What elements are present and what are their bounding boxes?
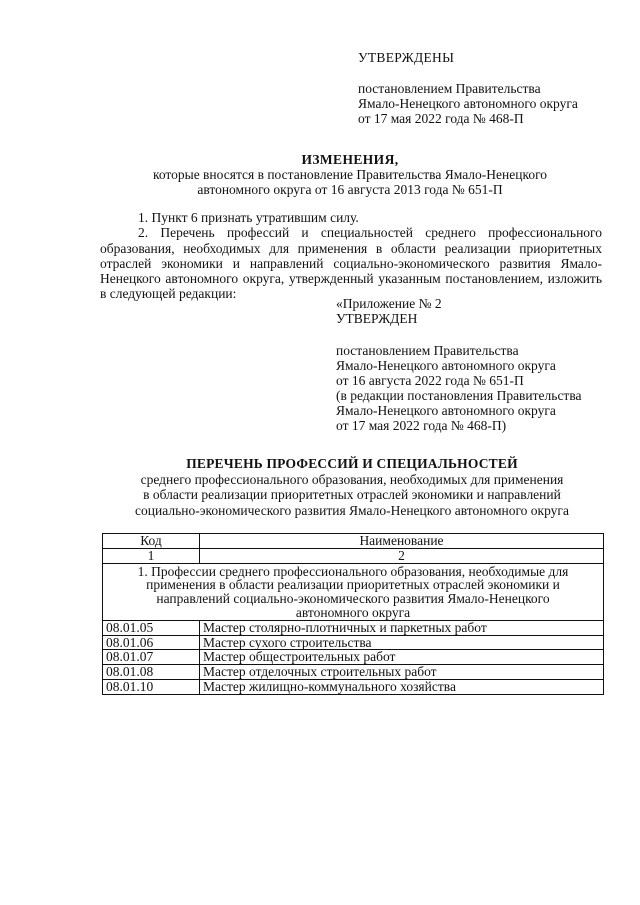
changes-subtitle-line: автономного округа от 16 августа 2013 года № 651-П: [197, 182, 503, 197]
row-code: 08.01.06: [103, 635, 200, 650]
list-subtitle-line: социально-экономического развития Ямало-Ненецкого автономного округа: [135, 502, 569, 518]
table-row: [103, 665, 604, 680]
list-title: ПЕРЕЧЕНЬ ПРОФЕССИЙ И СПЕЦИАЛЬНОСТЕЙ: [186, 456, 518, 471]
approval-block: [358, 50, 578, 126]
list-subtitle-line: среднего профессионального образования, необходимых для применения: [140, 471, 564, 487]
section-line: 1. Профессии среднего профессионального образования, необходимые для: [137, 563, 569, 579]
row-code: 08.01.07: [103, 650, 200, 665]
row-code: 08.01.08: [103, 665, 200, 680]
appendix-line: от 16 августа 2022 года № 651-П: [336, 373, 524, 388]
professions-table: [102, 533, 604, 695]
section-line: автономного округа: [295, 604, 411, 620]
table-header-row: [103, 534, 604, 549]
column-number-1: 1: [103, 548, 200, 563]
appendix-line: Ямало-Ненецкого автономного округа: [336, 403, 556, 418]
changes-subtitle-line: которые вносятся в постановление Правительства Ямало-Ненецкого: [152, 167, 548, 182]
section-line: применения в области реализации приоритетных отраслей экономики и: [146, 577, 560, 593]
header-code: Код: [103, 534, 200, 549]
approval-line: постановлением Правительства: [358, 81, 541, 96]
body-text: [100, 210, 602, 302]
list-subtitle-line: в области реализации приоритетных отраслей экономики и направлений: [143, 487, 561, 502]
column-number-2: 2: [200, 548, 604, 563]
approval-line: Ямало-Ненецкого автономного округа: [358, 96, 578, 111]
spacer: [336, 326, 582, 343]
changes-title: ИЗМЕНЕНИЯ,: [301, 152, 399, 167]
row-name: Мастер сухого строительства: [200, 635, 604, 650]
appendix-line: от 17 мая 2022 года № 468-П): [336, 418, 507, 433]
appendix-line: постановлением Правительства: [336, 343, 519, 358]
appendix-heading: УТВЕРЖДЕН: [336, 311, 418, 326]
section-line: направлений социально-экономического развития Ямало-Ненецкого: [156, 591, 550, 607]
appendix-approval-block: [336, 296, 582, 433]
row-name: Мастер общестроительных работ: [200, 650, 604, 665]
header-name: Наименование: [200, 534, 604, 549]
row-name: Мастер отделочных строительных работ: [200, 665, 604, 680]
section-heading-cell: [103, 563, 604, 620]
list-title-block: [96, 456, 608, 518]
row-name: Мастер столярно-плотничных и паркетных работ: [200, 620, 604, 635]
row-code: 08.01.10: [103, 679, 200, 694]
table-row: [103, 635, 604, 650]
approval-heading: УТВЕРЖДЕНЫ: [358, 50, 455, 65]
paragraph-2: 2. Перечень профессий и специальностей среднего профессионального образования, необходимых для применения в области реализации приоритетных отраслей экономики и направлений социально-экономического развития Ямало-Ненецкого автономного округа, утвержденный указанным постановлением, изложить в следующей редакции:: [100, 225, 602, 302]
row-name: Мастер жилищно-коммунального хозяйства: [200, 679, 604, 694]
table-section-row: [103, 563, 604, 620]
approval-line: от 17 мая 2022 года № 468-П: [358, 111, 524, 126]
table-row: [103, 650, 604, 665]
appendix-number: «Приложение № 2: [336, 296, 442, 311]
row-code: 08.01.05: [103, 620, 200, 635]
paragraph-1: 1. Пункт 6 признать утратившим силу.: [138, 210, 359, 225]
table-row: [103, 679, 604, 694]
table-number-row: [103, 548, 604, 563]
changes-title-block: [100, 152, 600, 197]
appendix-line: Ямало-Ненецкого автономного округа: [336, 358, 556, 373]
appendix-line: (в редакции постановления Правительства: [336, 388, 582, 403]
table-row: [103, 620, 604, 635]
